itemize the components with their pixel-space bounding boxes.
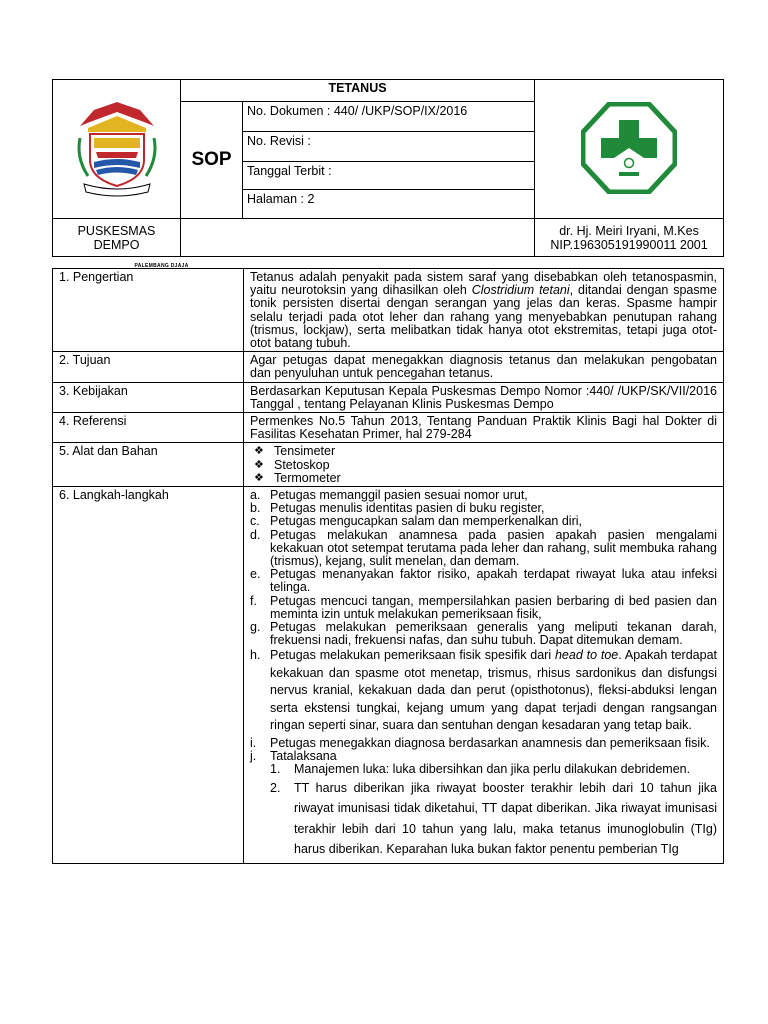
- sop-content-table: [52, 268, 724, 864]
- pengertian-italic: Clostridium tetani: [471, 283, 570, 298]
- sop-header-table: [52, 79, 724, 269]
- substep-marker: 1.: [270, 762, 281, 777]
- pengertian-text-1: Tetanus adalah penyakit pada sistem saraf yang disebabkan oleh tetanospasmin, yaitu neurotoksin yang dihasilkan oleh: [250, 270, 717, 298]
- row-label: 1. Pengertian: [53, 269, 244, 352]
- row-label: 3. Kebijakan: [53, 382, 244, 412]
- tanggal-terbit-text: Tanggal Terbit :: [247, 164, 332, 178]
- diamond-bullet-icon: ❖: [254, 471, 264, 484]
- step-text: Petugas menulis identitas pasien di buku register,: [270, 501, 545, 516]
- no-dokumen-field: [243, 102, 535, 132]
- item-text: Termometer: [274, 470, 341, 485]
- title-text: TETANUS: [328, 81, 387, 95]
- step-marker: h.: [250, 648, 261, 663]
- step-marker: e.: [250, 567, 261, 582]
- row-content: Permenkes No.5 Tahun 2013, Tentang Panduan Praktik Klinis Bagi hal Dokter di Fasilitas Kesehatan Primer, hal 279-284: [244, 413, 724, 443]
- list-item: [250, 568, 717, 594]
- row-tujuan: [53, 352, 724, 382]
- step-marker: a.: [250, 488, 261, 503]
- row-kebijakan: [53, 382, 724, 412]
- sop-label: SOP: [191, 149, 232, 170]
- list-item: [250, 621, 717, 647]
- signer-cell: [535, 219, 724, 257]
- step-marker: d.: [250, 527, 261, 542]
- signer-nip: NIP.196305191990011 2001: [550, 237, 708, 252]
- list-item: [250, 472, 717, 485]
- row-content: [244, 443, 724, 487]
- row-langkah: [53, 487, 724, 864]
- item-text: Stetoskop: [274, 457, 330, 472]
- row-label: 2. Tujuan: [53, 352, 244, 382]
- step-text: Petugas melakukan pemeriksaan generalis yang meliputi tekanan darah, frekuensi nadi, frekuensi nafas, dan suhu tubuh. Dapat ditemukan demam.: [270, 620, 717, 648]
- tanggal-terbit-field: [243, 162, 535, 190]
- substep-text: TT harus diberikan jika riwayat booster terakhir lebih dari 10 tahun jika riwayat imunisasi tidak diketahui, TT dapat diberikan. Jika riwayat imunisasi terakhir lebih dari 10 tahun yang lalu, maka tetanus imunoglobulin (TIg) harus diberikan. Keparahan luka bukan faktor penentu pemberian TIg: [294, 780, 717, 857]
- org-name-line1: PUSKESMAS: [77, 223, 156, 238]
- step-text: Petugas melakukan anamnesa pada pasien apakah pasien mengalami kekakuan otot setempat terutama pada leher dan rahang, sulit membuka rahang (trismus), kejang, sulit menelan, dan demam.: [270, 527, 717, 569]
- step-marker: j.: [250, 749, 257, 764]
- diamond-bullet-icon: ❖: [254, 445, 264, 458]
- step-text: Petugas melakukan pemeriksaan fisik spesifik dari: [270, 648, 555, 663]
- list-item: [250, 647, 717, 735]
- palembang-crest-icon: [74, 98, 160, 198]
- step-text: Petugas menegakkan diagnosa berdasarkan anamnesis dan pemeriksaan fisik.: [270, 735, 710, 750]
- halaman-field: [243, 190, 535, 219]
- halaman-text: Halaman : 2: [247, 192, 315, 206]
- step-marker: i.: [250, 735, 257, 750]
- step-text: Tatalaksana: [270, 749, 337, 764]
- step-marker: b.: [250, 501, 261, 516]
- row-label: 4. Referensi: [53, 413, 244, 443]
- list-item: [250, 595, 717, 621]
- list-item: [250, 529, 717, 569]
- list-item: [270, 778, 717, 860]
- list-item: [250, 750, 717, 859]
- sop-label-cell: [181, 102, 243, 219]
- left-logo-caption: PALEMBANG DJAJA: [134, 262, 189, 269]
- row-referensi: [53, 413, 724, 443]
- no-revisi-text: No. Revisi :: [247, 134, 311, 148]
- pengertian-text-2: , ditandai dengan spasme tonik persisten disertai dengan serangan yang jelas dan keras. Spasme hampir selalu terjadi pada otot leher dan rahang yang menyebabkan penutupan rahang (trismus, lockjaw), serta melibatkan tidak hanya otot ekstremitas, tetapi juga otot-otot batang tubuh.: [250, 283, 717, 351]
- list-item: [270, 763, 717, 776]
- right-logo-cell: [535, 80, 724, 219]
- step-italic: head to toe: [554, 648, 619, 663]
- step-text: Petugas memanggil pasien sesuai nomor urut,: [270, 488, 528, 503]
- row-content: [244, 269, 724, 352]
- diamond-bullet-icon: ❖: [254, 458, 264, 471]
- step-marker: g.: [250, 620, 261, 635]
- step-marker: f.: [250, 593, 257, 608]
- puskesmas-logo-icon: [581, 102, 677, 194]
- substep-marker: 2.: [270, 780, 281, 795]
- row-alat-bahan: [53, 443, 724, 487]
- row-content: Berdasarkan Keputusan Kepala Puskesmas Dempo Nomor :440/ /UKP/SK/VII/2016 Tanggal , tentang Pelayanan Klinis Puskesmas Dempo: [244, 382, 724, 412]
- step-text: Petugas menanyakan faktor risiko, apakah terdapat riwayat luka atau infeksi telinga.: [270, 567, 717, 595]
- blank-cell: [181, 219, 535, 257]
- row-pengertian: [53, 269, 724, 352]
- step-text: Petugas mencuci tangan, mempersilahkan pasien berbaring di bed pasien dan meminta izin untuk melakukan pemeriksaan fisik,: [270, 593, 717, 621]
- signer-name: dr. Hj. Meiri Iryani, M.Kes: [559, 223, 699, 238]
- step-text: . Apakah terdapat kekakuan dan spasme otot menetap, trismus, rhisus sardonikus dan disfungsi nervus kranial, kekakuan dada dan perut (opisthotonus), fleksi-abduksi lengan serta ekstensi tungkai, kejang umum yang dapat terjadi dengan rangsangan ringan seperti sinar, suara dan sentuhan dengan kesadaran yang tetap baik.: [270, 648, 717, 733]
- no-dokumen-text: No. Dokumen : 440/ /UKP/SOP/IX/2016: [247, 104, 468, 118]
- org-name-line2: DEMPO: [93, 237, 140, 252]
- org-name-cell: [53, 219, 181, 257]
- row-content: [244, 487, 724, 864]
- row-content: Agar petugas dapat menegakkan diagnosis tetanus dan melakukan pengobatan dan penyuluhan untuk pencegahan tetanus.: [244, 352, 724, 382]
- row-label: 5. Alat dan Bahan: [53, 443, 244, 487]
- item-text: Tensimeter: [274, 444, 336, 459]
- step-text: Petugas mengucapkan salam dan memperkenalkan diri,: [270, 514, 582, 529]
- step-marker: c.: [250, 514, 260, 529]
- document-title: [181, 80, 535, 102]
- no-revisi-field: [243, 132, 535, 162]
- row-label: 6. Langkah-langkah: [53, 487, 244, 864]
- substep-text: Manajemen luka: luka dibersihkan dan jika perlu dilakukan debridemen.: [294, 762, 691, 777]
